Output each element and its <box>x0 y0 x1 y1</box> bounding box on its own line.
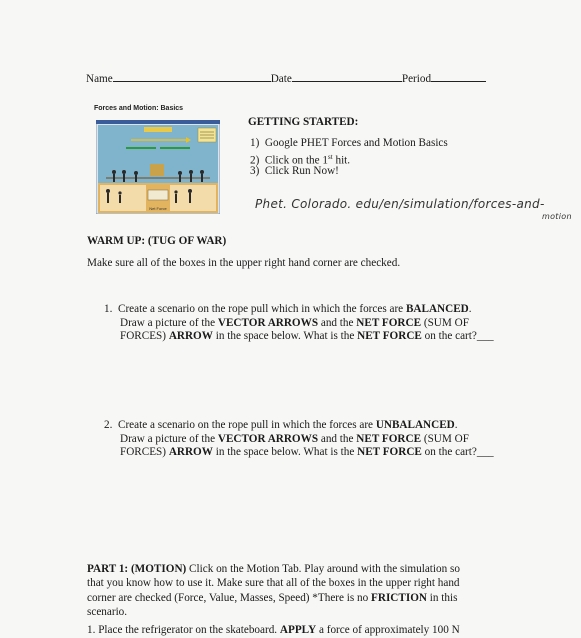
thumbnail-title: Forces and Motion: Basics <box>94 105 184 112</box>
date-field[interactable] <box>292 69 402 82</box>
part-1-step-1-cut-off: 1. Place the refrigerator on the skateboard. APPLY a force of approximately 100 N <box>87 624 460 636</box>
date-label: Date <box>270 73 292 85</box>
warmup-title: WARM UP: (TUG OF WAR) <box>87 235 227 247</box>
getting-started-step-1: 1) Google PHET Forces and Motion Basics <box>250 137 448 149</box>
period-label: Period <box>401 73 432 85</box>
question-2: 2. Create a scenario on the rope pull in which the forces are UNBALANCED. Draw a picture of the VECTOR ARROWS and the NET FORCE (SUM OF FORCES) ARROW in the space below. What is the NET FORCE on the cart?___ <box>104 419 494 458</box>
name-field[interactable] <box>113 69 271 82</box>
getting-started-step-3: 3) Click Run Now! <box>250 165 339 177</box>
warmup-instruction: Make sure all of the boxes in the upper right hand corner are checked. <box>87 257 401 269</box>
name-label: Name <box>86 73 113 85</box>
getting-started-step-2: 2) Click on the 1st hit. <box>250 153 351 167</box>
thumbnail-tab-label: Net Force <box>149 206 167 211</box>
simulation-screenshot <box>96 120 220 214</box>
handwritten-url-continuation: motion <box>542 212 572 221</box>
period-field[interactable] <box>431 69 486 82</box>
question-1: 1. Create a scenario on the rope pull which in which the forces are BALANCED. Draw a picture of the VECTOR ARROWS and the NET FORCE (SUM OF FORCES) ARROW in the space below. What is the NET FORCE on the cart?___ <box>104 303 494 342</box>
simulation-thumbnail <box>92 103 224 219</box>
header-row <box>86 69 486 87</box>
handwritten-url: Phet. Colorado. edu/en/simulation/forces-and- <box>255 197 545 211</box>
part-1: PART 1: (MOTION) Click on the Motion Tab. Play around with the simulation so that you know how to use it. Make sure that all of the boxes in the upper right hand corner are checked (Force, Value, Masses, Speed) *There is no FRICTION in this scenario. <box>87 563 460 618</box>
getting-started-title: GETTING STARTED: <box>248 116 359 128</box>
